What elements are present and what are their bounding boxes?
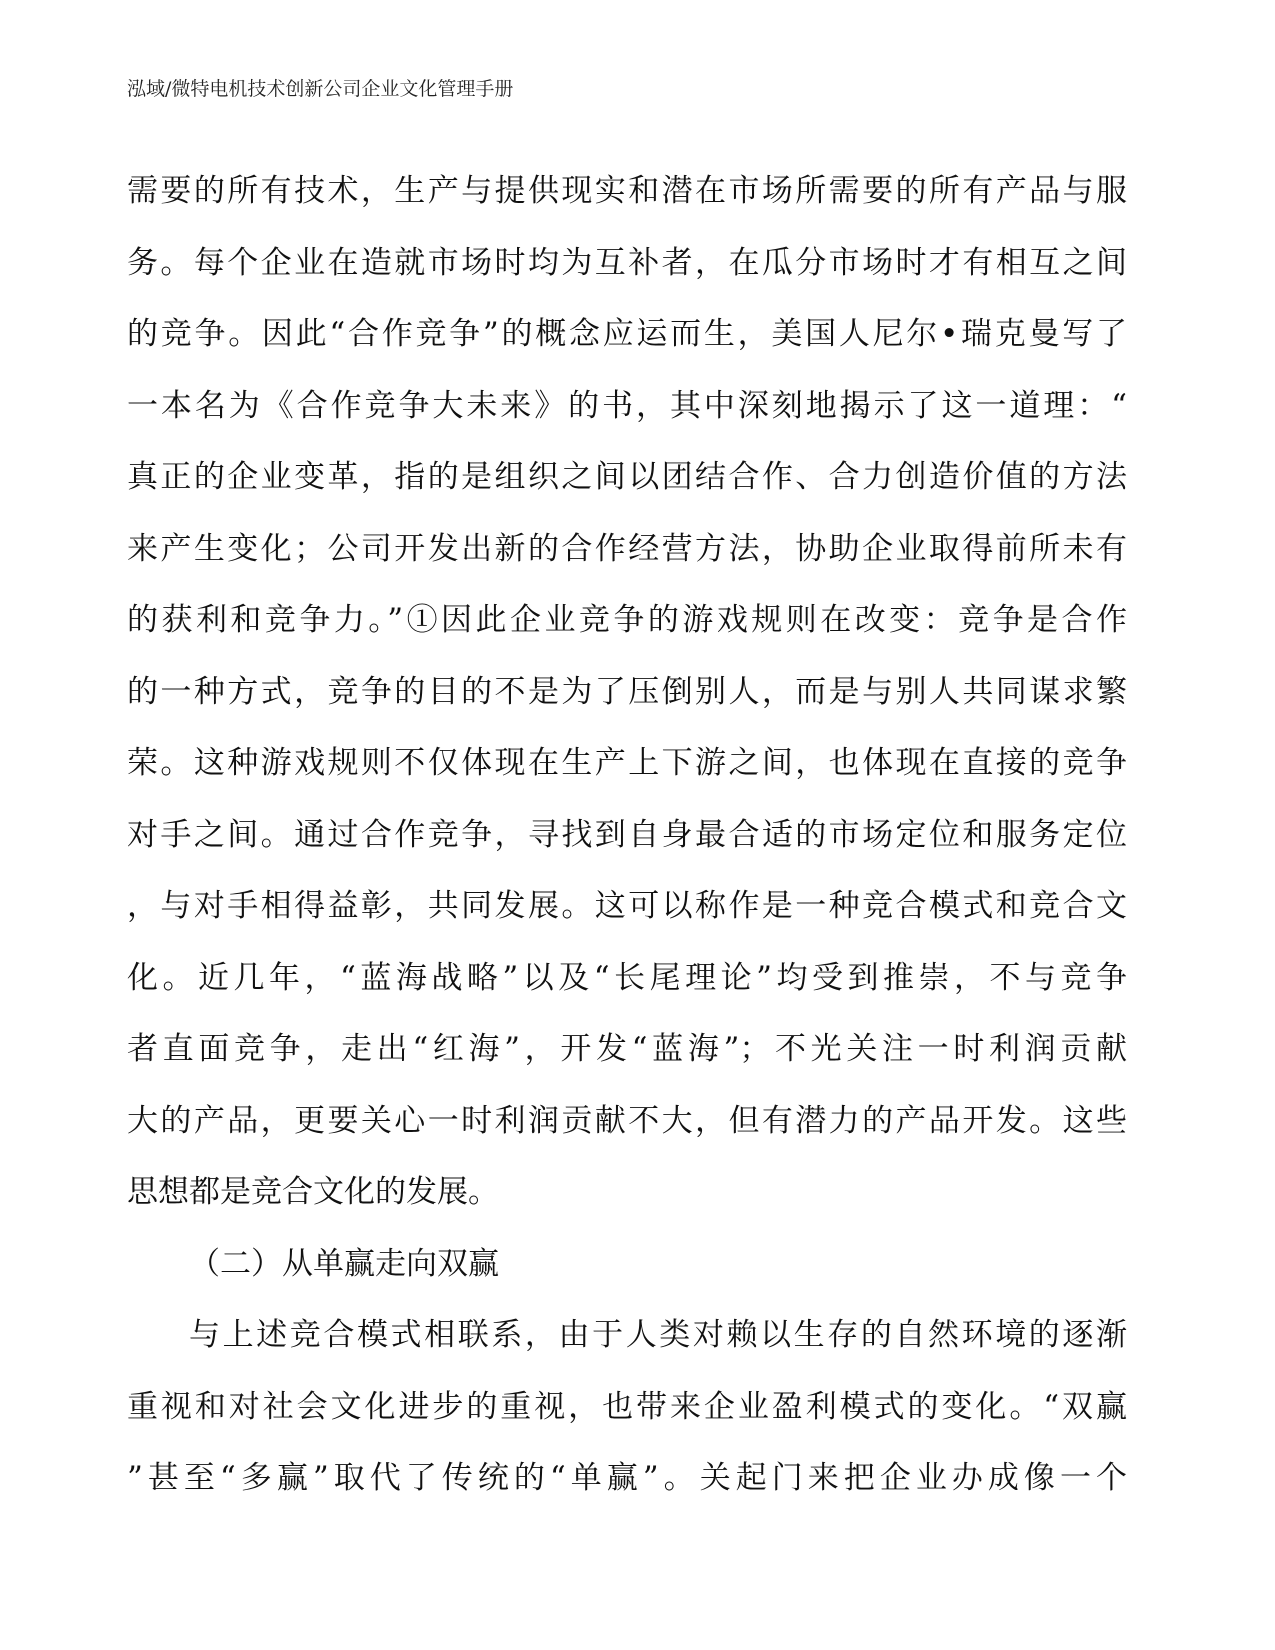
paragraph-line: 荣。这种游戏规则不仅体现在生产上下游之间，也体现在直接的竞争 — [127, 745, 1127, 781]
paragraph-line: ，与对手相得益彰，共同发展。这可以称作是一种竞合模式和竞合文 — [127, 888, 1127, 924]
paragraph-line: ”甚至“多赢”取代了传统的“单赢”。关起门来把企业办成像一个 — [127, 1460, 1127, 1496]
paragraph-line: 的获利和竞争力。”①因此企业竞争的游戏规则在改变：竞争是合作 — [127, 602, 1127, 638]
paragraph-line: 一本名为《合作竞争大未来》的书，其中深刻地揭示了这一道理：“ — [127, 387, 1127, 424]
paragraph-line: 者直面竞争，走出“红海”，开发“蓝海”；不光关注一时利润贡献 — [127, 1031, 1127, 1067]
paragraph-line: 思想都是竞合文化的发展。 — [127, 1174, 499, 1210]
document-body — [127, 156, 1127, 1515]
paragraph-line: 务。每个企业在造就市场时均为互补者，在瓜分市场时才有相互之间 — [127, 244, 1127, 281]
paragraph-line: 来产生变化；公司开发出新的合作经营方法，协助企业取得前所未有 — [127, 530, 1127, 567]
paragraph-line: 重视和对社会文化进步的重视，也带来企业盈利模式的变化。“双赢 — [127, 1388, 1127, 1425]
section-heading: （二）从单赢走向双赢 — [189, 1245, 499, 1282]
paragraph-line: 需要的所有技术，生产与提供现实和潜在市场所需要的所有产品与服 — [127, 173, 1127, 209]
paragraph-line: 大的产品，更要关心一时利润贡献不大，但有潜力的产品开发。这些 — [127, 1102, 1127, 1139]
paragraph-line: 的一种方式，竞争的目的不是为了压倒别人，而是与别人共同谋求繁 — [127, 673, 1127, 710]
paragraph-line: 的竞争。因此“合作竞争”的概念应运而生，美国人尼尔•瑞克曼写了 — [127, 316, 1127, 352]
paragraph-line: 真正的企业变革，指的是组织之间以团结合作、合力创造价值的方法 — [127, 459, 1127, 495]
paragraph-line: 与上述竞合模式相联系，由于人类对赖以生存的自然环境的逐渐 — [189, 1317, 1127, 1353]
paragraph-line: 对手之间。通过合作竞争，寻找到自身最合适的市场定位和服务定位 — [127, 816, 1127, 853]
paragraph-line: 化。近几年，“蓝海战略”以及“长尾理论”均受到推崇，不与竞争 — [127, 959, 1127, 996]
page-header: 泓域/微特电机技术创新公司企业文化管理手册 — [127, 78, 514, 100]
